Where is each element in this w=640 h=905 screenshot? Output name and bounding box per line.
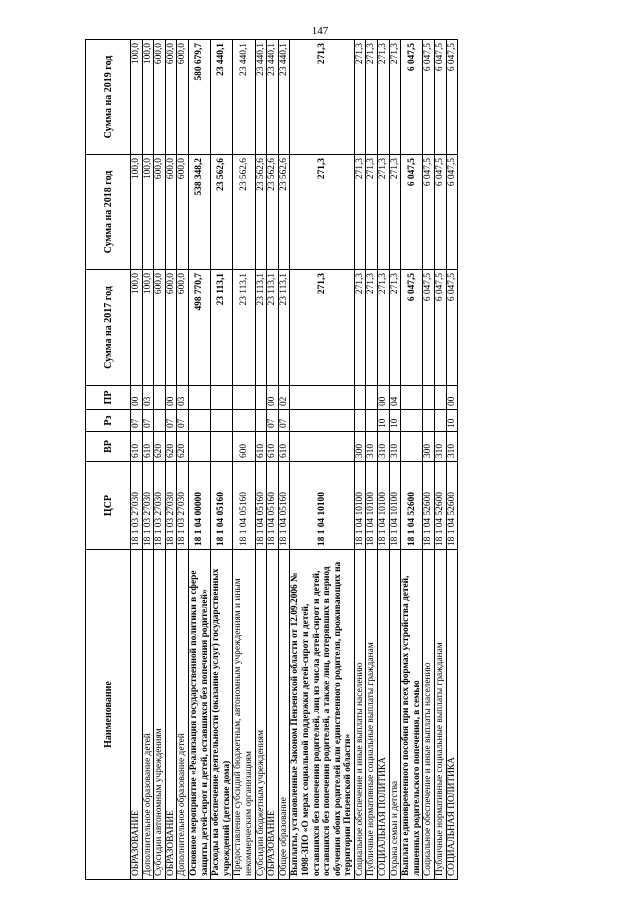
cell-pr bbox=[290, 386, 355, 410]
cell-sum-2019: 6 047,5 bbox=[446, 40, 458, 155]
cell-csr: 18 1 04 05160 bbox=[267, 462, 279, 550]
cell-pr bbox=[423, 386, 435, 410]
cell-pr: 00 bbox=[131, 386, 143, 410]
cell-rz bbox=[401, 410, 423, 432]
cell-sum-2018: 271,3 bbox=[354, 155, 366, 270]
cell-sum-2019: 23 440,1 bbox=[233, 40, 255, 155]
cell-pr bbox=[366, 386, 378, 410]
cell-sum-2018: 23 562,6 bbox=[255, 155, 267, 270]
table-row bbox=[233, 40, 255, 880]
cell-sum-2017: 23 113,1 bbox=[255, 270, 267, 386]
cell-csr: 18 1 03 27030 bbox=[131, 462, 143, 550]
table-row bbox=[354, 40, 366, 880]
cell-vr: 620 bbox=[154, 432, 166, 462]
table-body bbox=[131, 40, 458, 880]
table-row bbox=[366, 40, 378, 880]
cell-sum-2018: 600,0 bbox=[165, 155, 177, 270]
cell-sum-2017: 271,3 bbox=[389, 270, 401, 386]
cell-name: СОЦИАЛЬНАЯ ПОЛИТИКА bbox=[378, 550, 390, 880]
cell-rz: 10 bbox=[378, 410, 390, 432]
cell-pr bbox=[255, 386, 267, 410]
cell-sum-2018: 6 047,5 bbox=[401, 155, 423, 270]
cell-csr: 18 1 04 52600 bbox=[423, 462, 435, 550]
cell-rz bbox=[290, 410, 355, 432]
cell-name: Охрана семьи и детства bbox=[389, 550, 401, 880]
cell-sum-2019: 271,3 bbox=[290, 40, 355, 155]
cell-sum-2017: 6 047,5 bbox=[401, 270, 423, 386]
cell-sum-2017: 271,3 bbox=[290, 270, 355, 386]
cell-sum-2018: 23 562,6 bbox=[233, 155, 255, 270]
cell-sum-2018: 23 562,6 bbox=[267, 155, 279, 270]
table-row bbox=[290, 40, 355, 880]
cell-csr: 18 1 04 10100 bbox=[290, 462, 355, 550]
cell-csr: 18 1 04 05160 bbox=[255, 462, 267, 550]
header-rz: Рз bbox=[86, 410, 131, 432]
cell-sum-2019: 271,3 bbox=[366, 40, 378, 155]
cell-pr: 03 bbox=[177, 386, 189, 410]
cell-sum-2019: 23 440,1 bbox=[267, 40, 279, 155]
cell-sum-2018: 6 047,5 bbox=[435, 155, 447, 270]
cell-sum-2017: 23 113,1 bbox=[278, 270, 290, 386]
cell-csr: 18 1 03 27030 bbox=[142, 462, 154, 550]
cell-vr: 610 bbox=[255, 432, 267, 462]
cell-csr: 18 1 03 27030 bbox=[165, 462, 177, 550]
cell-name: Социальное обеспечение и иные выплаты населению bbox=[423, 550, 435, 880]
cell-vr: 620 bbox=[177, 432, 189, 462]
cell-csr: 18 1 04 00000 bbox=[188, 462, 210, 550]
cell-vr bbox=[401, 432, 423, 462]
table-row bbox=[131, 40, 143, 880]
cell-vr: 610 bbox=[142, 432, 154, 462]
cell-csr: 18 1 03 27030 bbox=[177, 462, 189, 550]
header-csr: ЦСР bbox=[86, 462, 131, 550]
cell-vr: 610 bbox=[278, 432, 290, 462]
cell-rz: 07 bbox=[278, 410, 290, 432]
cell-rz bbox=[354, 410, 366, 432]
cell-sum-2017: 6 047,5 bbox=[423, 270, 435, 386]
cell-csr: 18 1 04 52600 bbox=[446, 462, 458, 550]
cell-sum-2019: 6 047,5 bbox=[401, 40, 423, 155]
cell-sum-2019: 100,0 bbox=[131, 40, 143, 155]
cell-pr: 04 bbox=[389, 386, 401, 410]
table-row bbox=[435, 40, 447, 880]
cell-rz bbox=[423, 410, 435, 432]
cell-sum-2018: 600,0 bbox=[177, 155, 189, 270]
cell-csr: 18 1 04 05160 bbox=[233, 462, 255, 550]
cell-pr bbox=[211, 386, 233, 410]
cell-sum-2018: 538 348,2 bbox=[188, 155, 210, 270]
cell-name: ОБРАЗОВАНИЕ bbox=[131, 550, 143, 880]
cell-sum-2017: 23 113,1 bbox=[233, 270, 255, 386]
cell-sum-2018: 6 047,5 bbox=[446, 155, 458, 270]
header-vr: ВР bbox=[86, 432, 131, 462]
cell-csr: 18 1 04 10100 bbox=[354, 462, 366, 550]
cell-pr bbox=[233, 386, 255, 410]
cell-rz: 10 bbox=[389, 410, 401, 432]
table-row bbox=[389, 40, 401, 880]
cell-name: ОБРАЗОВАНИЕ bbox=[267, 550, 279, 880]
cell-rz bbox=[154, 410, 166, 432]
cell-vr: 310 bbox=[389, 432, 401, 462]
cell-sum-2019: 23 440,1 bbox=[211, 40, 233, 155]
cell-csr: 18 1 04 52600 bbox=[401, 462, 423, 550]
cell-rz bbox=[435, 410, 447, 432]
cell-pr: 00 bbox=[378, 386, 390, 410]
cell-rz bbox=[233, 410, 255, 432]
cell-sum-2019: 271,3 bbox=[389, 40, 401, 155]
table-header-row bbox=[86, 40, 131, 880]
cell-sum-2019: 23 440,1 bbox=[278, 40, 290, 155]
cell-name: Субсидии автономным учреждениям bbox=[154, 550, 166, 880]
table-wrapper bbox=[85, 40, 630, 880]
table-row bbox=[255, 40, 267, 880]
cell-sum-2019: 271,3 bbox=[378, 40, 390, 155]
cell-pr: 00 bbox=[446, 386, 458, 410]
table-row bbox=[278, 40, 290, 880]
cell-sum-2019: 100,0 bbox=[142, 40, 154, 155]
cell-vr: 300 bbox=[423, 432, 435, 462]
table-row bbox=[423, 40, 435, 880]
cell-pr: 00 bbox=[165, 386, 177, 410]
cell-name: Публичные нормативные социальные выплаты гражданам bbox=[366, 550, 378, 880]
cell-sum-2017: 600,0 bbox=[165, 270, 177, 386]
cell-name: ОБРАЗОВАНИЕ bbox=[165, 550, 177, 880]
cell-sum-2018: 271,3 bbox=[290, 155, 355, 270]
cell-sum-2018: 271,3 bbox=[366, 155, 378, 270]
cell-vr: 310 bbox=[378, 432, 390, 462]
cell-sum-2018: 271,3 bbox=[378, 155, 390, 270]
cell-sum-2019: 580 679,7 bbox=[188, 40, 210, 155]
page-number: 147 bbox=[311, 25, 329, 37]
cell-sum-2017: 23 113,1 bbox=[267, 270, 279, 386]
cell-sum-2018: 271,3 bbox=[389, 155, 401, 270]
cell-sum-2017: 600,0 bbox=[154, 270, 166, 386]
cell-pr bbox=[188, 386, 210, 410]
cell-name: Общее образование bbox=[278, 550, 290, 880]
cell-name: Предоставление субсидий бюджетным, автономным учреждениям и иным некоммерческим организациям bbox=[233, 550, 255, 880]
cell-rz: 07 bbox=[177, 410, 189, 432]
cell-rz bbox=[255, 410, 267, 432]
header-name: Наименование bbox=[86, 550, 131, 880]
cell-csr: 18 1 04 52600 bbox=[435, 462, 447, 550]
cell-name: Публичные нормативные социальные выплаты гражданам bbox=[435, 550, 447, 880]
cell-sum-2017: 271,3 bbox=[354, 270, 366, 386]
cell-vr: 610 bbox=[131, 432, 143, 462]
cell-vr: 620 bbox=[165, 432, 177, 462]
cell-pr bbox=[401, 386, 423, 410]
cell-sum-2019: 23 440,1 bbox=[255, 40, 267, 155]
cell-sum-2017: 23 113,1 bbox=[211, 270, 233, 386]
cell-rz: 07 bbox=[267, 410, 279, 432]
cell-sum-2017: 271,3 bbox=[378, 270, 390, 386]
budget-table bbox=[85, 39, 458, 880]
cell-sum-2019: 600,0 bbox=[154, 40, 166, 155]
cell-sum-2019: 271,3 bbox=[354, 40, 366, 155]
cell-vr: 600 bbox=[233, 432, 255, 462]
cell-sum-2018: 23 562,6 bbox=[211, 155, 233, 270]
cell-sum-2019: 6 047,5 bbox=[423, 40, 435, 155]
cell-rz: 07 bbox=[131, 410, 143, 432]
cell-pr bbox=[354, 386, 366, 410]
header-sum-2018: Сумма на 2018 год bbox=[86, 155, 131, 270]
cell-rz bbox=[211, 410, 233, 432]
cell-sum-2019: 600,0 bbox=[165, 40, 177, 155]
cell-sum-2017: 498 770,7 bbox=[188, 270, 210, 386]
cell-vr: 310 bbox=[435, 432, 447, 462]
table-row bbox=[401, 40, 423, 880]
table-row bbox=[378, 40, 390, 880]
cell-csr: 18 1 04 10100 bbox=[366, 462, 378, 550]
cell-name: Субсидии бюджетным учреждениям bbox=[255, 550, 267, 880]
cell-sum-2017: 100,0 bbox=[142, 270, 154, 386]
header-sum-2019: Сумма на 2019 год bbox=[86, 40, 131, 155]
table-row bbox=[154, 40, 166, 880]
cell-sum-2018: 6 047,5 bbox=[423, 155, 435, 270]
cell-sum-2019: 6 047,5 bbox=[435, 40, 447, 155]
cell-pr bbox=[435, 386, 447, 410]
cell-name: СОЦИАЛЬНАЯ ПОЛИТИКА bbox=[446, 550, 458, 880]
cell-pr: 02 bbox=[278, 386, 290, 410]
cell-name: Дополнительное образование детей bbox=[177, 550, 189, 880]
cell-rz: 07 bbox=[142, 410, 154, 432]
cell-sum-2018: 100,0 bbox=[142, 155, 154, 270]
table-row bbox=[177, 40, 189, 880]
cell-rz: 07 bbox=[165, 410, 177, 432]
cell-sum-2017: 271,3 bbox=[366, 270, 378, 386]
cell-rz bbox=[366, 410, 378, 432]
cell-name: Расходы на обеспечение деятельности (оказание услуг) государственных учреждений (детские дома) bbox=[211, 550, 233, 880]
cell-csr: 18 1 04 10100 bbox=[378, 462, 390, 550]
cell-csr: 18 1 04 05160 bbox=[211, 462, 233, 550]
cell-sum-2018: 23 562,6 bbox=[278, 155, 290, 270]
cell-vr: 300 bbox=[354, 432, 366, 462]
cell-name: Социальное обеспечение и иные выплаты населению bbox=[354, 550, 366, 880]
cell-sum-2018: 600,0 bbox=[154, 155, 166, 270]
cell-sum-2019: 600,0 bbox=[177, 40, 189, 155]
cell-sum-2017: 100,0 bbox=[131, 270, 143, 386]
cell-sum-2017: 600,0 bbox=[177, 270, 189, 386]
cell-pr: 00 bbox=[267, 386, 279, 410]
cell-csr: 18 1 04 05160 bbox=[278, 462, 290, 550]
cell-pr bbox=[154, 386, 166, 410]
cell-rz: 10 bbox=[446, 410, 458, 432]
cell-vr bbox=[211, 432, 233, 462]
header-sum-2017: Сумма на 2017 год bbox=[86, 270, 131, 386]
cell-rz bbox=[188, 410, 210, 432]
cell-csr: 18 1 04 10100 bbox=[389, 462, 401, 550]
cell-name: Выплаты, установленные Законом Пензенской области от 12.09.2006 № 1098-ЗПО «О мерах социальной поддержки детей-сирот и детей, оставшихся без попечения родителей, лиц из числа детей-сирот и детей, оставшихся без попечения родителей, а также лиц, потерявших в период обучения обоих родителей или единственного родителя, проживающих на территории Пензенской области» bbox=[290, 550, 355, 880]
cell-vr: 610 bbox=[267, 432, 279, 462]
table-row bbox=[211, 40, 233, 880]
cell-sum-2017: 6 047,5 bbox=[435, 270, 447, 386]
table-row bbox=[142, 40, 154, 880]
cell-name: Выплата единовременного пособия при всех формах устройства детей, лишенных родительского попечения, в семью bbox=[401, 550, 423, 880]
rotated-table-area bbox=[85, 40, 630, 880]
cell-vr bbox=[188, 432, 210, 462]
table-row bbox=[446, 40, 458, 880]
cell-vr: 310 bbox=[366, 432, 378, 462]
cell-sum-2018: 100,0 bbox=[131, 155, 143, 270]
cell-pr: 03 bbox=[142, 386, 154, 410]
cell-name: Основное мероприятие «Реализация государственной политики в сфере защиты детей-сирот и детей, оставшихся без попечения родителей» bbox=[188, 550, 210, 880]
table-row bbox=[267, 40, 279, 880]
table-row bbox=[188, 40, 210, 880]
header-pr: ПР bbox=[86, 386, 131, 410]
table-row bbox=[165, 40, 177, 880]
cell-vr: 310 bbox=[446, 432, 458, 462]
cell-csr: 18 1 03 27030 bbox=[154, 462, 166, 550]
cell-vr bbox=[290, 432, 355, 462]
cell-sum-2017: 6 047,5 bbox=[446, 270, 458, 386]
cell-name: Дополнительное образование детей bbox=[142, 550, 154, 880]
